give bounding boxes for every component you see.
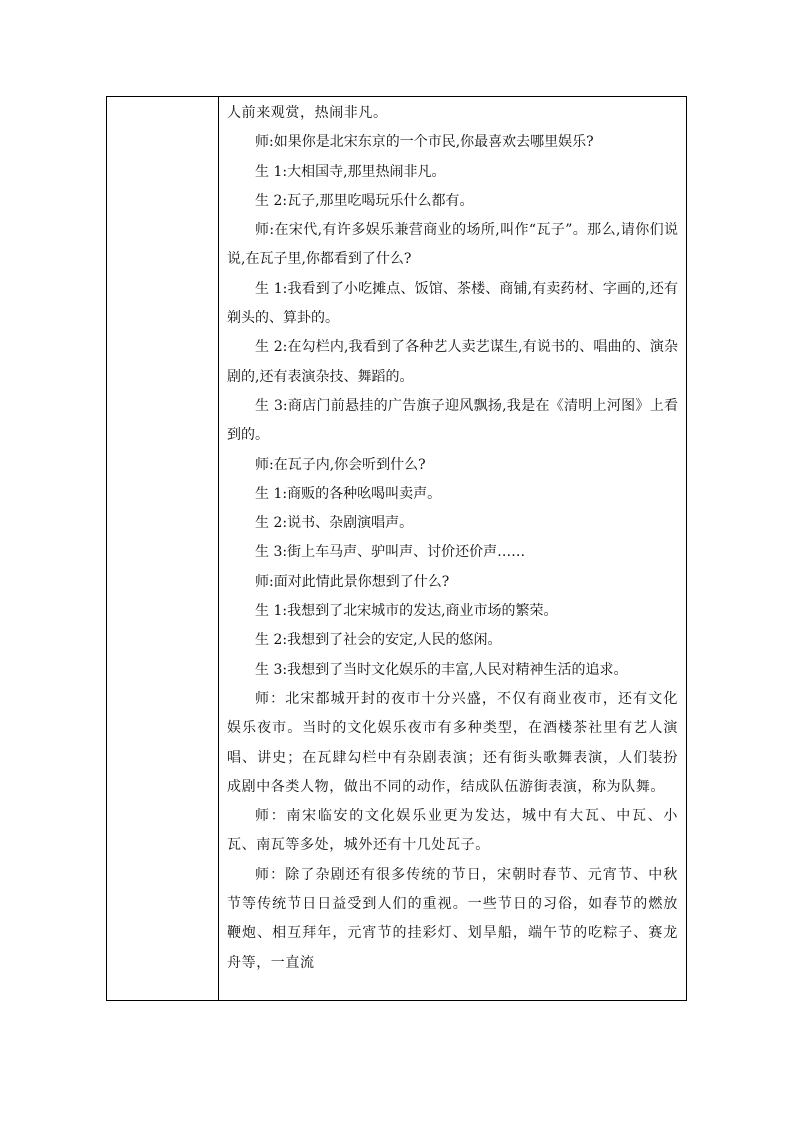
dialogue-paragraph: 师:在瓦子内,你会听到什么? [255,456,426,473]
dialogue-paragraph: 生 1:我看到了小吃摊点、饭馆、茶楼、商铺,有卖药材、字画的,还有剃头的、算卦的。 [227,280,678,327]
dialogue-paragraph: 师：除了杂剧还有很多传统的节日，宋朝时春节、元宵节、中秋节等传统节日日益受到人们的重视。一些节日的习俗，如春节的燃放鞭炮、相互拜年，元宵节的挂彩灯、划旱船，端午节的吃粽子、赛龙舟等，一直流 [227,866,678,971]
dialogue-paragraph: 生 2:我想到了社会的安定,人民的悠闲。 [255,632,502,649]
dialogue-paragraph: 师：南宋临安的文化娱乐业更为发达，城中有大瓦、中瓦、小瓦、南瓦等多处，城外还有十几处瓦子。 [227,808,678,854]
dialogue-paragraph: 师:面对此情此景你想到了什么? [255,573,450,590]
dialogue-paragraph: 师:在宋代,有许多娱乐兼营商业的场所,叫作“瓦子”。那么,请你们说说,在瓦子里,你都看到了什么? [227,222,678,268]
dialogue-paragraph: 生 1:我想到了北宋城市的发达,商业市场的繁荣。 [255,603,558,620]
dialogue-paragraph: 生 2:说书、杂剧演唱声。 [255,515,414,532]
lesson-table [106,96,687,1001]
table-left-column [107,97,219,1000]
dialogue-paragraph: 师：北宋都城开封的夜市十分兴盛，不仅有商业夜市，还有文化娱乐夜市。当时的文化娱乐夜市有多种类型，在酒楼茶社里有艺人演唱、讲史；在瓦肆勾栏中有杂剧表演；还有街头歌舞表演，人们装扮成剧中各类人物，做出不同的动作，结成队伍游街表演，称为队舞。 [227,690,678,795]
table-content-column [219,97,686,1000]
dialogue-paragraph: 生 2:瓦子,那里吃喝玩乐什么都有。 [255,192,474,209]
dialogue-paragraph: 师:如果你是北宋东京的一个市民,你最喜欢去哪里娱乐? [255,134,594,151]
dialogue-paragraph: 生 3:我想到了当时文化娱乐的丰富,人民对精神生活的追求。 [255,661,628,678]
dialogue-paragraph: 生 3:街上车马声、驴叫声、讨价还价声…… [255,544,526,561]
dialogue-paragraph: 生 3:商店门前悬挂的广告旗子迎风飘扬,我是在《清明上河图》上看到的。 [227,397,678,444]
dialogue-paragraph: 生 1:商贩的各种吆喝叫卖声。 [255,485,442,502]
dialogue-paragraph: 人前来观赏，热闹非凡。 [227,105,388,121]
dialogue-paragraph: 生 2:在勾栏内,我看到了各种艺人卖艺谋生,有说书的、唱曲的、演杂剧的,还有表演杂技、舞蹈的。 [227,339,678,385]
dialogue-paragraph: 生 1:大相国寺,那里热闹非凡。 [255,163,446,180]
